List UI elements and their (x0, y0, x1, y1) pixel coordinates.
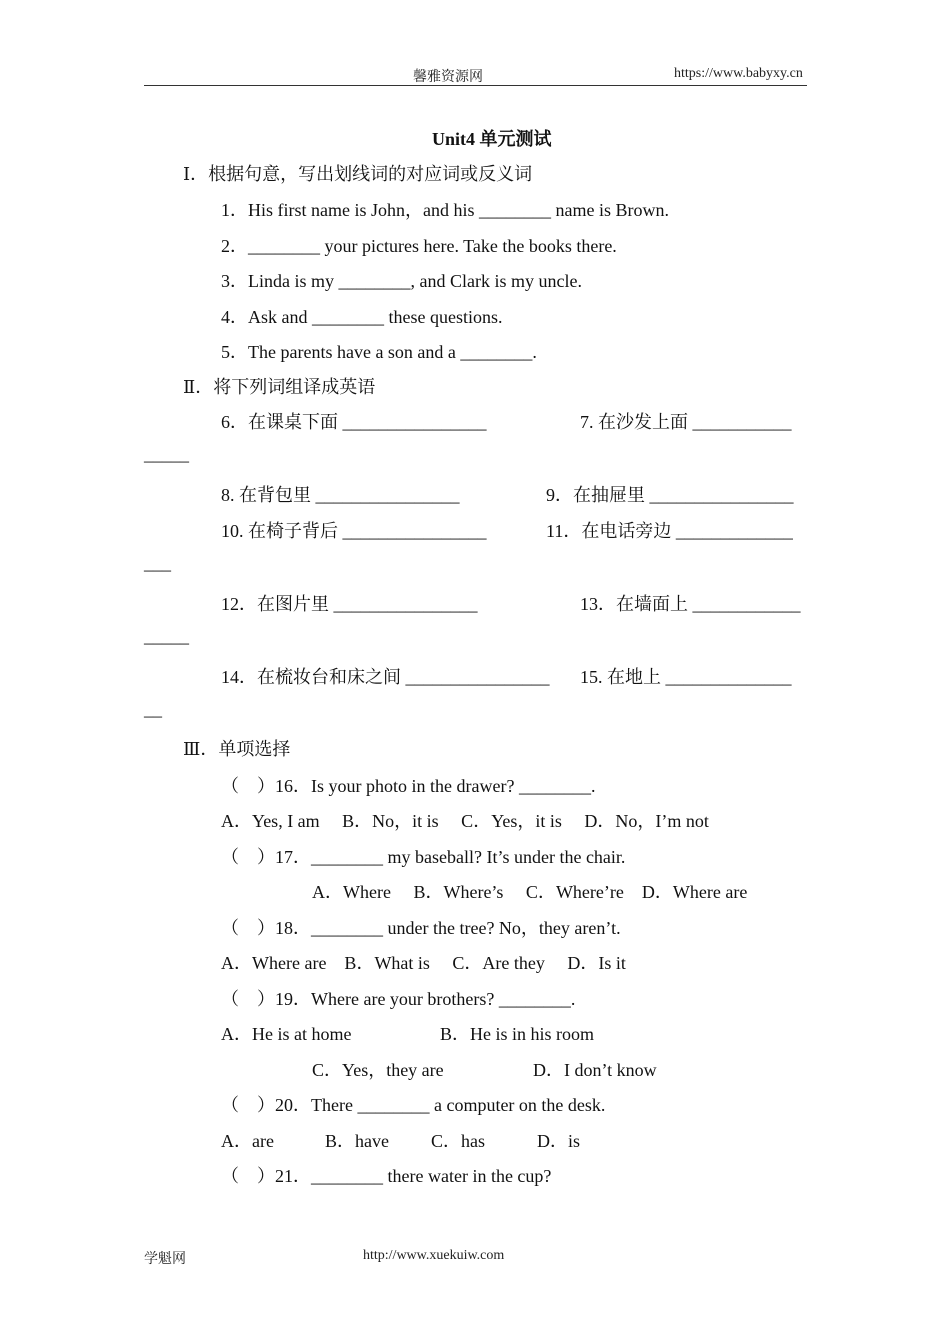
question-7: 7. 在沙发上面 ___________ (580, 412, 792, 432)
question-2: 2．________ your pictures here. Take the books there. (221, 236, 617, 256)
question-9: 9．在抽屉里 ________________ (546, 485, 794, 505)
question-1: 1．His first name is John，and his ________ name is Brown. (221, 200, 669, 220)
question-14: 14．在梳妆台和床之间 ________________ (221, 667, 550, 687)
section-3-heading: Ⅲ．单项选择 (183, 739, 291, 759)
question-19-option-b: B．He is in his room (440, 1024, 595, 1044)
question-16-options: A．Yes, I am B．No，it is C．Yes，it is D．No，I’m not (221, 811, 709, 831)
question-6: 6．在课桌下面 ________________ (221, 412, 487, 432)
question-20-option-c: C．has (431, 1131, 485, 1151)
question-15-line-wrap: __ (144, 699, 162, 719)
question-13: 13．在墙面上 ____________ (580, 594, 801, 614)
question-10: 10. 在椅子背后 ________________ (221, 521, 487, 541)
question-8: 8. 在背包里 ________________ (221, 485, 460, 505)
question-5: 5．The parents have a son and a ________. (221, 342, 537, 362)
question-15: 15. 在地上 ______________ (580, 667, 792, 687)
question-19: （ ）19．Where are your brothers? ________. (221, 989, 576, 1009)
question-19-option-c: C．Yes，they are (312, 1060, 444, 1080)
question-16: （ ）16．Is your photo in the drawer? ________. (221, 776, 596, 796)
question-21: （ ）21．________ there water in the cup? (221, 1166, 552, 1186)
question-11: 11．在电话旁边 _____________ (546, 521, 793, 541)
header-url: https://www.babyxy.cn (674, 66, 803, 81)
question-20: （ ）20．There ________ a computer on the desk. (221, 1095, 606, 1115)
question-11-line-wrap: ___ (144, 553, 171, 573)
question-17: （ ）17．________ my baseball? It’s under the chair. (221, 847, 626, 867)
footer-site-name: 学魁网 (144, 1252, 186, 1267)
page-title: Unit4 单元测试 (432, 129, 552, 149)
question-20-option-a: A．are (221, 1131, 274, 1151)
section-1-heading: Ⅰ．根据句意，写出划线词的对应词或反义词 (183, 164, 533, 184)
question-7-line-wrap: _____ (144, 444, 189, 464)
question-20-option-b: B．have (325, 1131, 389, 1151)
question-17-options: A．Where B．Where’s C．Where’re D．Where are (312, 882, 748, 902)
question-19-option-a: A．He is at home (221, 1024, 352, 1044)
question-4: 4．Ask and ________ these questions. (221, 307, 503, 327)
header-site-name: 馨雅资源网 (413, 70, 483, 85)
header-divider (144, 85, 807, 86)
section-2-heading: Ⅱ．将下列词组译成英语 (183, 377, 376, 397)
question-18-options: A．Where are B．What is C．Are they D．Is it (221, 953, 626, 973)
question-18: （ ）18．________ under the tree? No，they aren’t. (221, 918, 621, 938)
question-12: 12．在图片里 ________________ (221, 594, 478, 614)
footer-url: http://www.xuekuiw.com (363, 1248, 505, 1263)
question-19-option-d: D．I don’t know (533, 1060, 657, 1080)
question-20-option-d: D．is (537, 1131, 581, 1151)
question-13-line-wrap: _____ (144, 626, 189, 646)
question-3: 3．Linda is my ________, and Clark is my uncle. (221, 271, 582, 291)
